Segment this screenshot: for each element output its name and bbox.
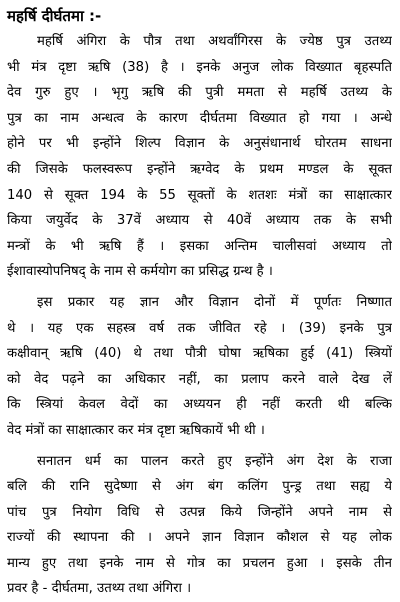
text-line: ईशावास्योपनिषद् के नाम से कर्मयोग का प्रसिद्ध ग्रन्थ है । [7, 259, 392, 285]
text-line: महर्षि अंगिरा के पौत्र तथा अथर्वांगिरस के ज्येष्ठ पुत्र उतथ्य [7, 29, 392, 55]
text-line: राज्यों की स्थापना की । अपने ज्ञान विज्ञान कौशल से यह लोक [7, 525, 392, 551]
text-line: प्रवर है - दीर्घतमा, उतथ्य तथा अंगिरा । [7, 576, 392, 602]
text-line: मान्य हुए तथा इनके नाम से गोत्र का प्रचलन हुआ । इसके तीन [7, 551, 392, 577]
text-line: किया जयुर्वेद के 37वें अध्याय से 40वें अध्याय तक के सभी [7, 208, 392, 234]
text-line: होने पर भी इन्होंने शिल्प विज्ञान के अनुसंधानार्थ घोरतम साधना [7, 131, 392, 157]
text-line: वेद मंत्रों का साक्षात्कार कर मंत्र दृष्टा ऋषिकायें भी थी । [7, 418, 392, 444]
text-line: बलि की रानि सुदेष्णा से अंग बंग कलिंग पुन्ड्र तथा सह्य ये [7, 474, 392, 500]
text-line: कक्षीवान् ऋषि (40) थे तथा पौत्री घोषा ऋषिका हुई (41) स्त्रियों [7, 341, 392, 367]
text-line: इस प्रकार यह ज्ञान और विज्ञान दोनों में पूर्णतः निष्णात [7, 290, 392, 316]
text-line: थे । यह एक सहस्त्र वर्ष तक जीवित रहे । (39) इनके पुत्र [7, 316, 392, 342]
text-line: पुत्र का नाम अन्धत्व के कारण दीर्घतमा विख्यात हो गया । अन्धे [7, 106, 392, 132]
section-heading: महर्षि दीर्घतमा :- [7, 6, 392, 27]
text-line: देव गुरु हुए । भृगु ऋषि की पुत्री ममता से महर्षि उतथ्य के [7, 80, 392, 106]
text-line: को वेद पढ़ने का अधिकार नहीं, का प्रलाप करने वाले देख लें [7, 367, 392, 393]
paragraph-3 [7, 449, 392, 602]
text-line: पांच पुत्र नियोग विधि से उत्पन्न किये जिन्होंने अपने नाम से [7, 500, 392, 526]
text-line: की जिसके फलस्वरूप इन्होंने ऋग्वेद के प्रथम मण्डल के सूक्त [7, 157, 392, 183]
text-line: कि स्त्रियां केवल वेदों का अध्ययन ही नहीं करती थी बल्कि [7, 392, 392, 418]
text-line: 140 से सूक्त 194 के 55 सूक्तों के शतशः मंत्रों का साक्षात्कार [7, 183, 392, 209]
text-line: भी मंत्र दृष्टा ऋषि (38) है । इनके अनुज लोक विख्यात बृहस्पति [7, 55, 392, 81]
text-line: सनातन धर्म का पालन करते हुए इन्होंने अंग देश के राजा [7, 449, 392, 475]
text-line: मन्त्रों के भी ऋषि हैं । इसका अन्तिम चालीसवां अध्याय तो [7, 234, 392, 260]
paragraph-2 [7, 290, 392, 444]
paragraph-1 [7, 29, 392, 285]
